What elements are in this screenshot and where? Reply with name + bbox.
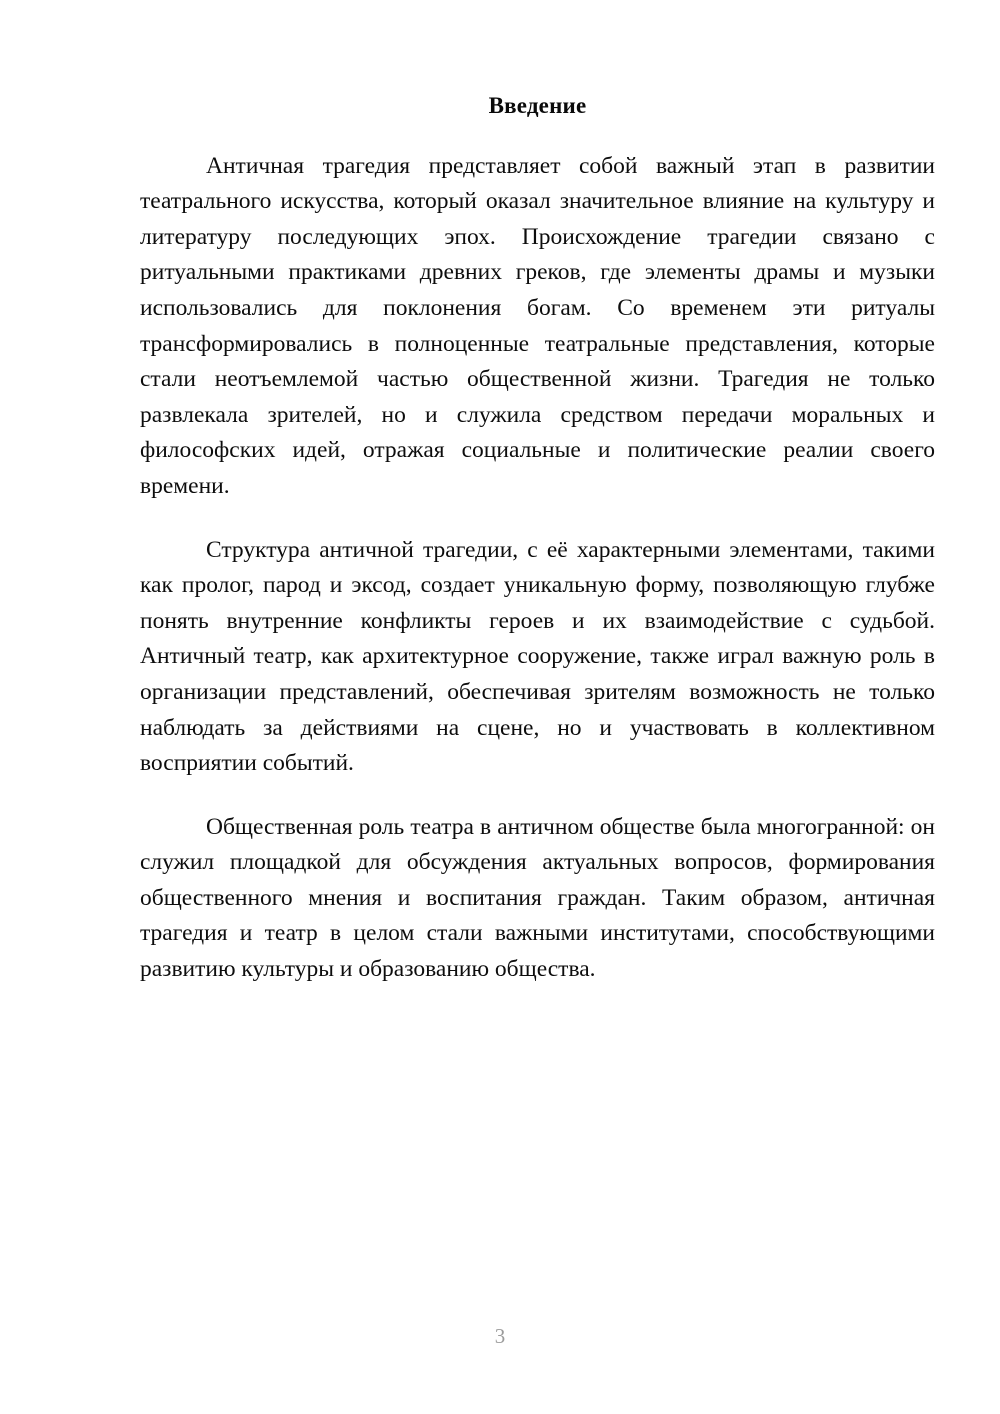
page-title: Введение [488,93,587,118]
page-number: 3 [494,1324,506,1348]
body-paragraph-1: Античная трагедия представляет собой важный этап в развитии театрального искусства, который оказал значительное влияние на культуру и литературу последующих эпох. Происхождение трагедии связано с ритуальными практиками древних греков, где элементы драмы и музыки использовались для поклонения богам. Со временем эти ритуалы трансформировались в полноценные театральные представления, которые стали неотъемлемой частью общественной жизни. Трагедия не только развлекала зрителей, но и служила средством передачи моральных и философских идей, отражая социальные и политические реалии своего времени. [140,152,935,499]
body-paragraph-3: Общественная роль театра в античном обществе была многогранной: он служил площадкой для обсуждения актуальных вопросов, формирования общественного мнения и воспитания граждан. Таким образом, античная трагедия и театр в целом стали важными институтами, способствующими развитию культуры и образованию общества. [140,813,935,983]
page-content-column [140,0,935,988]
body-paragraph-2: Структура античной трагедии, с её характерными элементами, такими как пролог, парод и эксод, создает уникальную форму, позволяющую глубже понять внутренние конфликты героев и их взаимодействие с судьбой. Античный театр, как архитектурное сооружение, также играл важную роль в организации представлений, обеспечивая зрителям возможность не только наблюдать за действиями на сцене, но и участвовать в коллективном восприятии событий. [140,536,935,777]
